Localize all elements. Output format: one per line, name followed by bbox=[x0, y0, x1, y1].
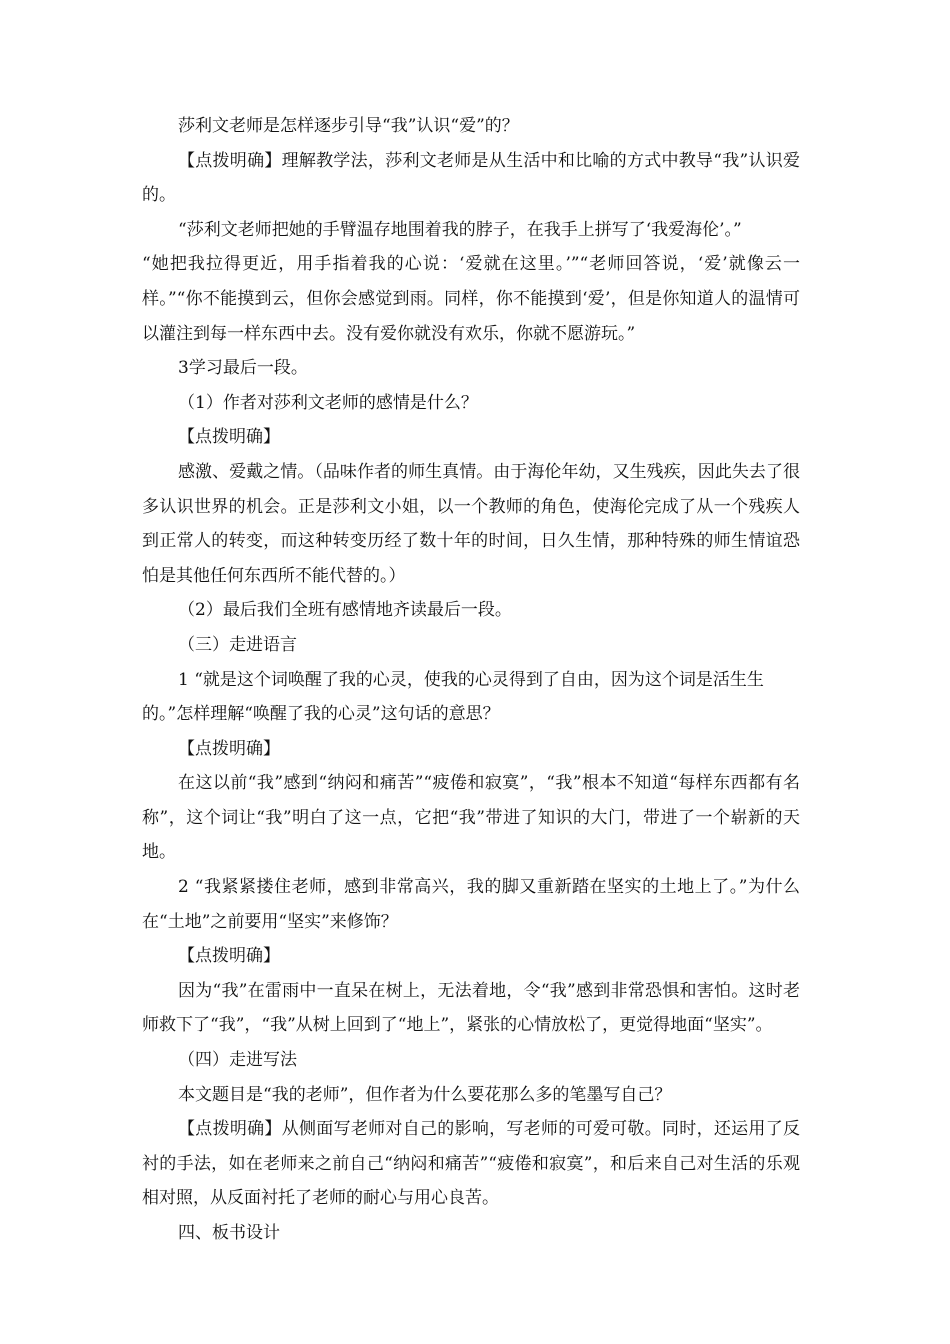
paragraph-answer-feelings: 感激、爱戴之情。（品味作者的师生真情。由于海伦年幼，又生残疾，因此失去了很多认识世界的机会。正是莎利文小姐，以一个教师的角色，使海伦完成了从一个残疾人到正常人的转变，而这种转变历经了数十年的时间，日久生情，那种特殊的师生情谊恐怕是其他任何东西所不能代替的。） bbox=[142, 461, 800, 586]
paragraph-question-awaken-cont: 的。”怎样理解“唤醒了我的心灵”这句话的意思？ bbox=[142, 704, 500, 725]
heading-language: （三）走进语言 bbox=[178, 634, 297, 655]
paragraph-question-love: 莎利文老师是怎样逐步引导“我”认识“爱”的？ bbox=[178, 116, 519, 136]
document-body bbox=[142, 109, 800, 1251]
paragraph-read-aloud: （2）最后我们全班有感情地齐读最后一段。 bbox=[178, 600, 512, 621]
paragraph-answer-love: 【点拨明确】理解教学法，莎利文老师是从生活中和比喻的方式中教导“我”认识爱的。 bbox=[142, 150, 800, 206]
paragraph-answer-awaken: 在这以前“我”感到“纳闷和痛苦”“疲倦和寂寞”，“我”根本不知道“每样东西都有名称”，这个词让“我”明白了这一点，它把“我”带进了知识的大门，带进了一个崭新的天地。 bbox=[142, 773, 800, 863]
paragraph-hint-label: 【点拨明确】 bbox=[178, 427, 280, 448]
paragraph-answer-self: 【点拨明确】从侧面写老师对自己的影响，写老师的可爱可敬。同时，还运用了反衬的手法，如在老师来之前自己“纳闷和痛苦”“疲倦和寂寞”，和后来自己对生活的乐观相对照，从反面衬托了老师的耐心与用心良苦。 bbox=[142, 1119, 800, 1209]
paragraph-hint-label: 【点拨明确】 bbox=[178, 946, 280, 967]
paragraph-question-self: 本文题目是“我的老师”，但作者为什么要花那么多的笔墨写自己？ bbox=[178, 1084, 672, 1105]
paragraph-question-solid: 2 “我紧紧搂住老师，感到非常高兴，我的脚又重新踏在坚实的土地上了。”为什么在“土地”之前要用“坚实”来修饰？ bbox=[142, 877, 800, 932]
paragraph-question-feelings: （1）作者对莎利文老师的感情是什么？ bbox=[178, 392, 478, 413]
paragraph-section-3: 3学习最后一段。 bbox=[178, 358, 308, 379]
heading-board-design: 四、板书设计 bbox=[178, 1223, 280, 1243]
paragraph-answer-solid: 因为“我”在雷雨中一直呆在树上，无法着地，令“我”感到非常恐惧和害怕。这时老师救下了“我”，“我”从树上回到了“地上”，紧张的心情放松了，更觉得地面“坚实”。 bbox=[142, 980, 800, 1036]
paragraph-quote-spelling: “莎利文老师把她的手臂温存地围着我的脖子，在我手上拼写了‘我爱海伦’。” bbox=[178, 219, 742, 240]
heading-writing: （四）走进写法 bbox=[178, 1050, 297, 1071]
paragraph-question-awaken: 1 “就是这个词唤醒了我的心灵，使我的心灵得到了自由，因为这个词是活生生 bbox=[178, 669, 764, 690]
paragraph-quote-cloud: “她把我拉得更近，用手指着我的心说：‘爱就在这里。’”“老师回答说，‘爱’就像云一样。”“你不能摸到云，但你会感觉到雨。同样，你不能摸到‘爱’，但是你知道人的温情可以灌注到每一样东西中去。没有爱你就没有欢乐，你就不愿游玩。” bbox=[142, 254, 800, 344]
paragraph-hint-label: 【点拨明确】 bbox=[178, 738, 280, 759]
